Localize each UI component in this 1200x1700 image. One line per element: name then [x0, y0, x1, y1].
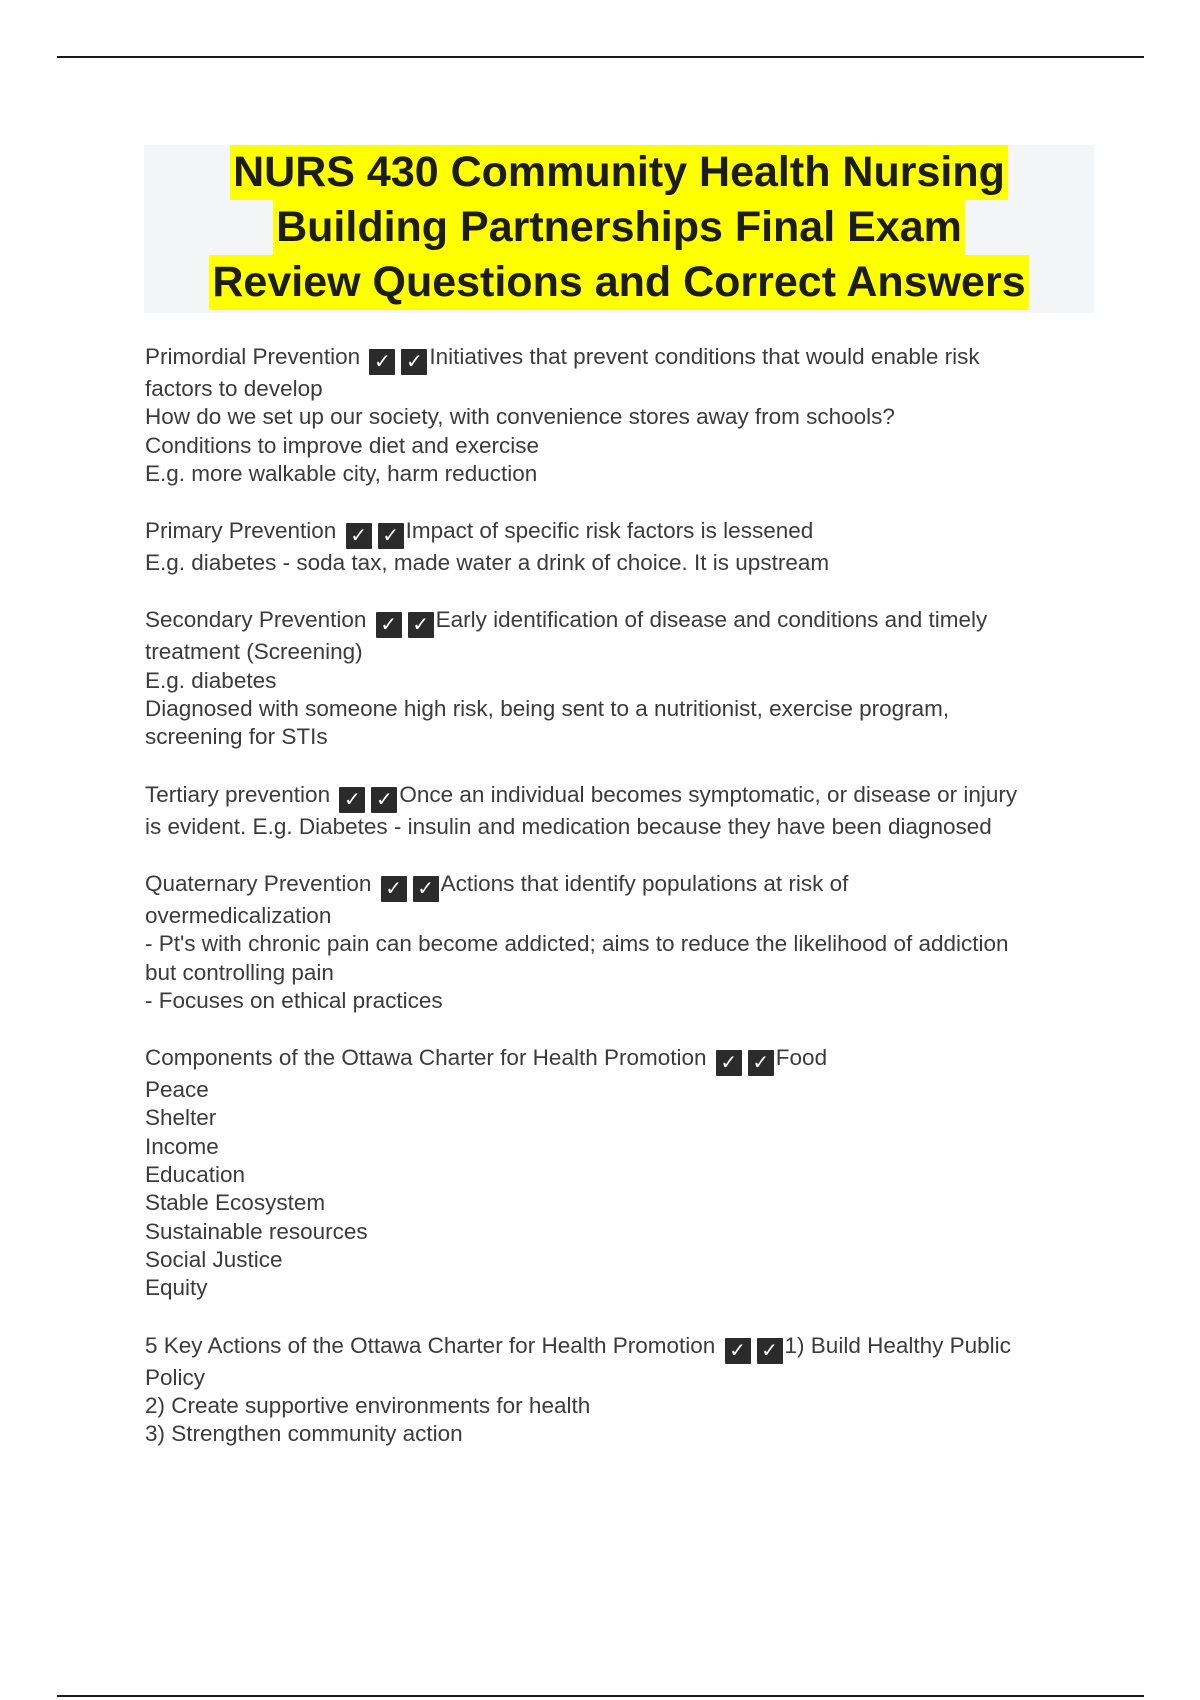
qa-answer-line: Sustainable resources	[145, 1218, 368, 1244]
footer-rule	[57, 1695, 1144, 1697]
qa-answer-line: 3) Strengthen community action	[145, 1421, 463, 1447]
qa-answer-line: Social Justice	[145, 1246, 283, 1272]
qa-answer-line: Peace	[145, 1077, 209, 1103]
qa-list	[145, 343, 1085, 1477]
qa-item	[145, 870, 1085, 1015]
document-title	[144, 145, 1094, 313]
qa-term: Quaternary Prevention	[145, 870, 372, 896]
qa-term: Tertiary prevention	[145, 781, 331, 807]
check-icon: ✓	[413, 876, 439, 902]
check-icon: ✓	[757, 1338, 783, 1364]
header-rule	[57, 56, 1144, 58]
qa-term: Primordial Prevention	[145, 344, 361, 369]
check-icon: ✓	[381, 876, 407, 902]
title-line: Building Partnerships Final Exam	[273, 200, 965, 255]
qa-answer-line: Conditions to improve diet and exercise	[145, 432, 539, 458]
qa-answer-line: Equity	[145, 1275, 208, 1301]
qa-answer-line: but controlling pain	[145, 959, 334, 985]
qa-answer-line: - Pt's with chronic pain can become addicted; aims to reduce the likelihood of addiction	[145, 931, 1009, 957]
qa-term: 5 Key Actions of the Ottawa Charter for Health Promotion	[145, 1332, 716, 1358]
qa-answer: 1) Build Healthy Public	[784, 1332, 1011, 1358]
qa-answer: Actions that identify populations at risk of	[440, 870, 849, 896]
qa-answer-line: Income	[145, 1133, 219, 1159]
qa-answer-line: treatment (Screening)	[145, 639, 363, 665]
qa-item	[145, 343, 1085, 488]
qa-answer-line: Stable Ecosystem	[145, 1190, 326, 1216]
check-icon: ✓	[748, 1050, 774, 1076]
qa-item	[145, 1332, 1085, 1449]
qa-answer-line: overmedicalization	[145, 902, 332, 928]
qa-first-line	[145, 343, 1085, 375]
qa-first-line	[145, 606, 1085, 638]
check-icon: ✓	[408, 612, 434, 638]
qa-item	[145, 606, 1085, 751]
qa-answer-line: - Focuses on ethical practices	[145, 987, 443, 1013]
qa-answer-line: Policy	[145, 1364, 206, 1390]
qa-term: Secondary Prevention	[145, 607, 367, 633]
check-icon: ✓	[371, 787, 397, 813]
qa-answer-line: 2) Create supportive environments for health	[145, 1392, 591, 1418]
qa-first-line	[145, 1044, 1085, 1076]
qa-answer-line: factors to develop	[145, 376, 323, 401]
qa-first-line	[145, 517, 1085, 549]
qa-answer-line: Shelter	[145, 1105, 217, 1131]
title-line: NURS 430 Community Health Nursing	[230, 145, 1008, 200]
qa-answer-line: E.g. diabetes	[145, 667, 277, 693]
title-line: Review Questions and Correct Answers	[209, 255, 1028, 310]
qa-answer: Impact of specific risk factors is lessened	[405, 518, 814, 544]
qa-first-line	[145, 781, 1085, 813]
qa-answer-line: How do we set up our society, with convenience stores away from schools?	[145, 404, 895, 430]
check-icon: ✓	[401, 349, 427, 375]
qa-answer-line: E.g. diabetes - soda tax, made water a drink of choice. It is upstream	[145, 550, 830, 576]
qa-answer-line: screening for STIs	[145, 724, 328, 750]
qa-first-line	[145, 870, 1085, 902]
check-icon: ✓	[369, 349, 395, 375]
qa-item	[145, 517, 1085, 577]
qa-answer-line: Education	[145, 1162, 246, 1188]
check-icon: ✓	[346, 523, 372, 549]
qa-item	[145, 781, 1085, 841]
qa-answer: Food	[775, 1045, 828, 1071]
qa-answer-line: is evident. E.g. Diabetes - insulin and medication because they have been diagnosed	[145, 813, 992, 839]
qa-term: Primary Prevention	[145, 518, 337, 544]
qa-answer: Initiatives that prevent conditions that would enable risk	[429, 344, 980, 369]
check-icon: ✓	[339, 787, 365, 813]
check-icon: ✓	[376, 612, 402, 638]
qa-first-line	[145, 1332, 1085, 1364]
check-icon: ✓	[716, 1050, 742, 1076]
qa-item	[145, 1044, 1085, 1302]
qa-answer: Once an individual becomes symptomatic, or disease or injury	[399, 781, 1018, 807]
check-icon: ✓	[725, 1338, 751, 1364]
qa-answer: Early identification of disease and conditions and timely	[435, 607, 988, 633]
qa-term: Components of the Ottawa Charter for Health Promotion	[145, 1045, 707, 1071]
check-icon: ✓	[378, 523, 404, 549]
qa-answer-line: E.g. more walkable city, harm reduction	[145, 460, 538, 486]
qa-answer-line: Diagnosed with someone high risk, being sent to a nutritionist, exercise program,	[145, 696, 950, 722]
